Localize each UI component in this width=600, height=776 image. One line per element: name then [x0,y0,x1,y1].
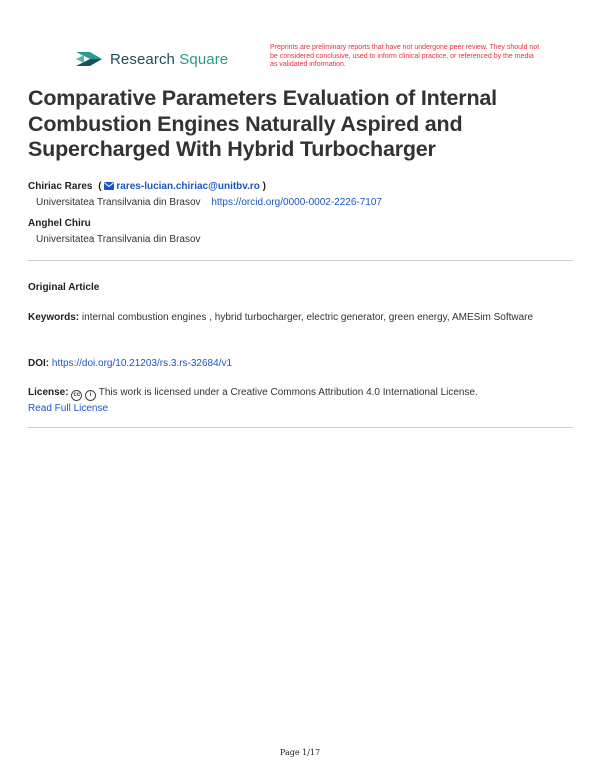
author-2 [28,218,91,229]
logo-mark-icon [74,48,104,70]
keywords-row [28,310,573,326]
doi-link[interactable]: https://doi.org/10.21203/rs.3.rs-32684/v1 [51,358,233,369]
article-type: Original Article [28,282,100,293]
read-full-license-link[interactable]: Read Full License [28,403,109,414]
license-row [28,385,573,417]
divider-top [28,260,573,261]
author-2-affiliation: Universitatea Transilvania din Brasov [36,234,201,245]
author-1-email-link[interactable]: rares-lucian.chiriac@unitbv.ro [116,181,260,192]
keywords-value: internal combustion engines , hybrid turbocharger, electric generator, green energy, AMESim Software [81,312,534,323]
author-2-name: Anghel Chiru [28,218,91,229]
doi-row [28,356,573,372]
doi-label: DOI: [28,358,50,369]
license-label: License: [28,387,69,398]
author-1-affiliation-row [36,197,382,208]
page-number: Page 1/17 [279,748,321,757]
envelope-icon [104,182,114,190]
divider-bottom [28,427,573,428]
license-text: This work is licensed under a Creative Commons Attribution 4.0 International License. [98,387,478,398]
preprint-disclaimer: Preprints are preliminary reports that have not undergone peer review. They should not be considered conclusive, used to inform clinical practice, or referenced by the media as validated information. [270,44,540,69]
author-1-name: Chiriac Rares [28,181,93,192]
keywords-label: Keywords: [28,312,80,323]
author-1: Chiriac Rares ( rares-lucian.chiriac@unitbv.ro ) [28,181,267,192]
author-1-orcid-link[interactable]: https://orcid.org/0000-0002-2226-7107 [211,197,382,208]
cc-by-icon: i [85,390,96,401]
cc-icon: cc [71,390,82,401]
research-square-logo[interactable] [74,48,228,70]
author-1-affiliation: Universitatea Transilvania din Brasov [36,197,201,208]
logo-text: Research Square [110,50,229,68]
paper-title: Comparative Parameters Evaluation of Internal Combustion Engines Naturally Aspired and Supercharged With Hybrid Turbocharger [28,86,497,161]
